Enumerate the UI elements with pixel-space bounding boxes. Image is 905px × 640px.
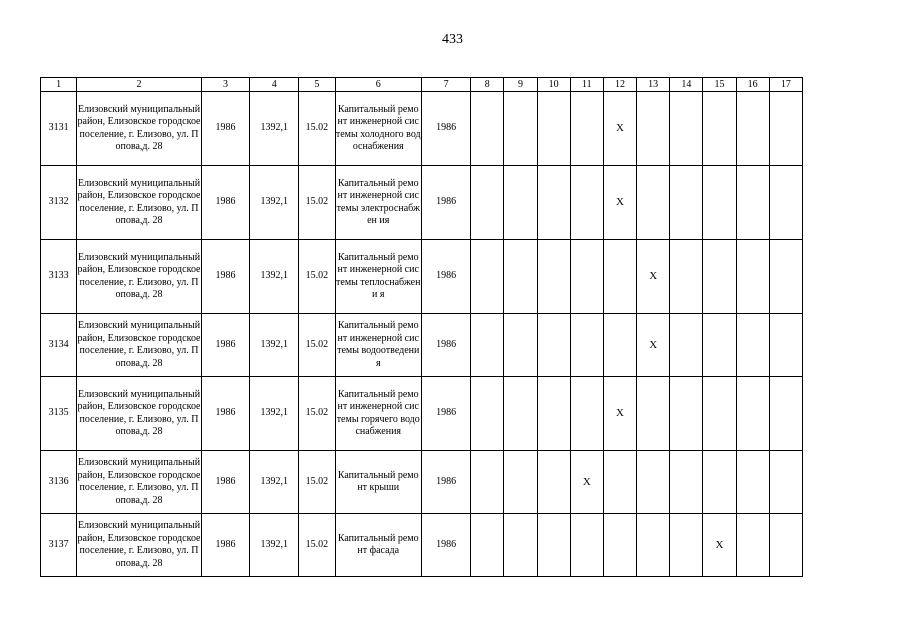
column-header-12: 12 bbox=[603, 78, 636, 92]
mark-cell-15 bbox=[703, 166, 736, 240]
year-cell: 1986 bbox=[421, 314, 470, 377]
year-cell: 1986 bbox=[421, 514, 470, 577]
row-id: 3137 bbox=[41, 514, 77, 577]
mark-cell-10 bbox=[537, 451, 570, 514]
mark-cell-11 bbox=[570, 92, 603, 166]
code-cell: 15.02 bbox=[299, 314, 335, 377]
table-row bbox=[41, 166, 803, 240]
mark-cell-8 bbox=[471, 240, 504, 314]
row-id: 3131 bbox=[41, 92, 77, 166]
mark-cell-11 bbox=[570, 240, 603, 314]
mark-cell-10 bbox=[537, 240, 570, 314]
mark-cell-16 bbox=[736, 166, 769, 240]
table-row bbox=[41, 377, 803, 451]
mark-cell-17 bbox=[769, 514, 802, 577]
mark-cell-14 bbox=[670, 451, 703, 514]
mark-cell-9 bbox=[504, 377, 537, 451]
mark-cell-15 bbox=[703, 240, 736, 314]
mark-cell-13: X bbox=[637, 314, 670, 377]
mark-cell-13 bbox=[637, 166, 670, 240]
mark-cell-9 bbox=[504, 451, 537, 514]
mark-cell-9 bbox=[504, 166, 537, 240]
table-row bbox=[41, 314, 803, 377]
mark-cell-8 bbox=[471, 314, 504, 377]
mark-cell-10 bbox=[537, 314, 570, 377]
mark-cell-12 bbox=[603, 314, 636, 377]
mark-cell-17 bbox=[769, 92, 802, 166]
mark-cell-8 bbox=[471, 92, 504, 166]
year-cell: 1986 bbox=[421, 92, 470, 166]
column-header-1: 1 bbox=[41, 78, 77, 92]
mark-cell-16 bbox=[736, 92, 769, 166]
area-cell: 1392,1 bbox=[250, 92, 299, 166]
year-built-cell: 1986 bbox=[201, 377, 249, 451]
code-cell: 15.02 bbox=[299, 451, 335, 514]
mark-cell-12 bbox=[603, 451, 636, 514]
mark-cell-12: X bbox=[603, 377, 636, 451]
address-cell: Елизовский муниципальный район, Елизовское городское поселение, г. Елизово, ул. Попова,д. 28 bbox=[77, 377, 202, 451]
mark-cell-15 bbox=[703, 451, 736, 514]
column-header-6: 6 bbox=[335, 78, 421, 92]
work-type-cell: Капитальный ремонт инженерной системы холодного водоснабжения bbox=[335, 92, 421, 166]
column-header-5: 5 bbox=[299, 78, 335, 92]
mark-cell-9 bbox=[504, 240, 537, 314]
address-cell: Елизовский муниципальный район, Елизовское городское поселение, г. Елизово, ул. Попова,д. 28 bbox=[77, 240, 202, 314]
work-type-cell: Капитальный ремонт фасада bbox=[335, 514, 421, 577]
mark-cell-8 bbox=[471, 514, 504, 577]
mark-cell-14 bbox=[670, 514, 703, 577]
mark-cell-10 bbox=[537, 514, 570, 577]
column-header-11: 11 bbox=[570, 78, 603, 92]
work-type-cell: Капитальный ремонт крыши bbox=[335, 451, 421, 514]
column-header-9: 9 bbox=[504, 78, 537, 92]
address-cell: Елизовский муниципальный район, Елизовское городское поселение, г. Елизово, ул. Попова,д. 28 bbox=[77, 92, 202, 166]
mark-cell-12: X bbox=[603, 166, 636, 240]
table-row bbox=[41, 92, 803, 166]
address-cell: Елизовский муниципальный район, Елизовское городское поселение, г. Елизово, ул. Попова,д. 28 bbox=[77, 166, 202, 240]
column-header-7: 7 bbox=[421, 78, 470, 92]
mark-cell-14 bbox=[670, 240, 703, 314]
mark-cell-13 bbox=[637, 377, 670, 451]
mark-cell-14 bbox=[670, 92, 703, 166]
year-cell: 1986 bbox=[421, 166, 470, 240]
register-table bbox=[40, 77, 803, 577]
row-id: 3136 bbox=[41, 451, 77, 514]
column-header-8: 8 bbox=[471, 78, 504, 92]
row-id: 3134 bbox=[41, 314, 77, 377]
year-built-cell: 1986 bbox=[201, 240, 249, 314]
address-cell: Елизовский муниципальный район, Елизовское городское поселение, г. Елизово, ул. Попова,д. 28 bbox=[77, 514, 202, 577]
year-cell: 1986 bbox=[421, 377, 470, 451]
mark-cell-16 bbox=[736, 451, 769, 514]
mark-cell-9 bbox=[504, 514, 537, 577]
year-built-cell: 1986 bbox=[201, 314, 249, 377]
mark-cell-10 bbox=[537, 166, 570, 240]
mark-cell-11: X bbox=[570, 451, 603, 514]
work-type-cell: Капитальный ремонт инженерной системы горячего водоснабжения bbox=[335, 377, 421, 451]
year-built-cell: 1986 bbox=[201, 166, 249, 240]
mark-cell-9 bbox=[504, 314, 537, 377]
mark-cell-12: X bbox=[603, 92, 636, 166]
mark-cell-11 bbox=[570, 314, 603, 377]
mark-cell-8 bbox=[471, 377, 504, 451]
table-header bbox=[41, 78, 803, 92]
mark-cell-15 bbox=[703, 377, 736, 451]
mark-cell-11 bbox=[570, 514, 603, 577]
page-number: 433 bbox=[442, 32, 463, 47]
mark-cell-14 bbox=[670, 166, 703, 240]
column-header-14: 14 bbox=[670, 78, 703, 92]
table-body bbox=[41, 92, 803, 577]
mark-cell-12 bbox=[603, 240, 636, 314]
mark-cell-17 bbox=[769, 377, 802, 451]
work-type-cell: Капитальный ремонт инженерной системы водоотведения bbox=[335, 314, 421, 377]
mark-cell-16 bbox=[736, 240, 769, 314]
mark-cell-8 bbox=[471, 451, 504, 514]
column-header-13: 13 bbox=[637, 78, 670, 92]
mark-cell-9 bbox=[504, 92, 537, 166]
mark-cell-15: X bbox=[703, 514, 736, 577]
code-cell: 15.02 bbox=[299, 166, 335, 240]
column-header-2: 2 bbox=[77, 78, 202, 92]
mark-cell-13 bbox=[637, 514, 670, 577]
mark-cell-8 bbox=[471, 166, 504, 240]
column-header-16: 16 bbox=[736, 78, 769, 92]
mark-cell-11 bbox=[570, 377, 603, 451]
mark-cell-13 bbox=[637, 451, 670, 514]
column-header-4: 4 bbox=[250, 78, 299, 92]
code-cell: 15.02 bbox=[299, 240, 335, 314]
mark-cell-12 bbox=[603, 514, 636, 577]
code-cell: 15.02 bbox=[299, 514, 335, 577]
mark-cell-11 bbox=[570, 166, 603, 240]
mark-cell-16 bbox=[736, 314, 769, 377]
mark-cell-13: X bbox=[637, 240, 670, 314]
row-id: 3132 bbox=[41, 166, 77, 240]
work-type-cell: Капитальный ремонт инженерной системы электроснабжен ия bbox=[335, 166, 421, 240]
code-cell: 15.02 bbox=[299, 377, 335, 451]
mark-cell-15 bbox=[703, 314, 736, 377]
mark-cell-16 bbox=[736, 377, 769, 451]
address-cell: Елизовский муниципальный район, Елизовское городское поселение, г. Елизово, ул. Попова,д. 28 bbox=[77, 451, 202, 514]
mark-cell-16 bbox=[736, 514, 769, 577]
mark-cell-17 bbox=[769, 166, 802, 240]
row-id: 3133 bbox=[41, 240, 77, 314]
code-cell: 15.02 bbox=[299, 92, 335, 166]
year-cell: 1986 bbox=[421, 451, 470, 514]
year-built-cell: 1986 bbox=[201, 451, 249, 514]
year-cell: 1986 bbox=[421, 240, 470, 314]
mark-cell-17 bbox=[769, 451, 802, 514]
area-cell: 1392,1 bbox=[250, 166, 299, 240]
column-header-17: 17 bbox=[769, 78, 802, 92]
table-row bbox=[41, 451, 803, 514]
area-cell: 1392,1 bbox=[250, 377, 299, 451]
row-id: 3135 bbox=[41, 377, 77, 451]
table-row bbox=[41, 514, 803, 577]
area-cell: 1392,1 bbox=[250, 514, 299, 577]
work-type-cell: Капитальный ремонт инженерной системы теплоснабжени я bbox=[335, 240, 421, 314]
mark-cell-10 bbox=[537, 377, 570, 451]
area-cell: 1392,1 bbox=[250, 451, 299, 514]
mark-cell-14 bbox=[670, 377, 703, 451]
column-header-3: 3 bbox=[201, 78, 249, 92]
area-cell: 1392,1 bbox=[250, 240, 299, 314]
column-header-15: 15 bbox=[703, 78, 736, 92]
table-row bbox=[41, 240, 803, 314]
address-cell: Елизовский муниципальный район, Елизовское городское поселение, г. Елизово, ул. Попова,д. 28 bbox=[77, 314, 202, 377]
mark-cell-14 bbox=[670, 314, 703, 377]
year-built-cell: 1986 bbox=[201, 92, 249, 166]
mark-cell-17 bbox=[769, 314, 802, 377]
header-row bbox=[41, 78, 803, 92]
mark-cell-13 bbox=[637, 92, 670, 166]
mark-cell-17 bbox=[769, 240, 802, 314]
mark-cell-15 bbox=[703, 92, 736, 166]
area-cell: 1392,1 bbox=[250, 314, 299, 377]
mark-cell-10 bbox=[537, 92, 570, 166]
year-built-cell: 1986 bbox=[201, 514, 249, 577]
column-header-10: 10 bbox=[537, 78, 570, 92]
